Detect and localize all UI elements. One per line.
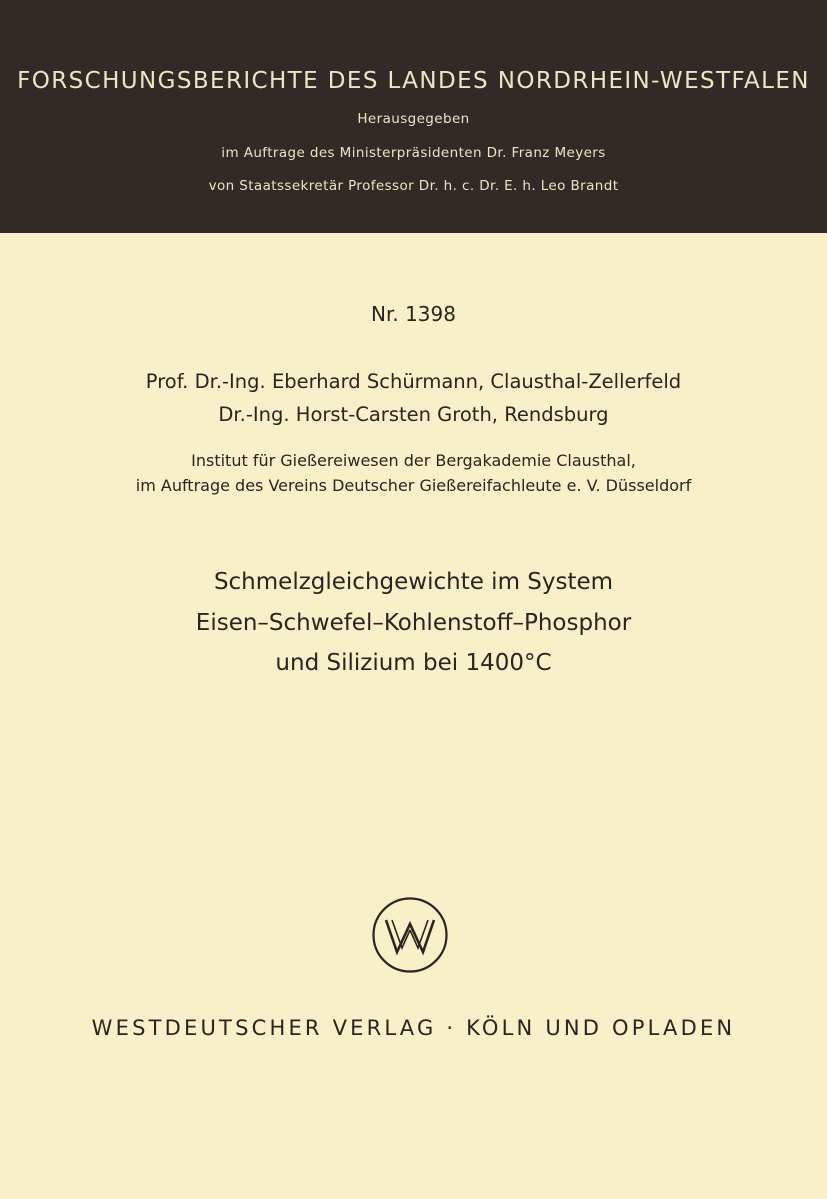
editor-line-1: Herausgegeben — [357, 111, 470, 127]
book-title-line-1: Schmelzgleichgewichte im System — [213, 569, 614, 595]
series-title: FORSCHUNGSBERICHTE DES LANDES NORDRHEIN-WESTFALEN — [17, 68, 810, 94]
institution-line-1: Institut für Gießereiwesen der Bergakademie Clausthal, — [191, 451, 636, 470]
editor-line-2: im Auftrage des Ministerpräsidenten Dr. Franz Meyers — [221, 145, 606, 161]
report-number: Nr. 1398 — [371, 302, 456, 326]
book-title-line-2: Eisen–Schwefel–Kohlenstoff–Phosphor — [195, 610, 632, 636]
publisher-logo-icon — [371, 896, 449, 974]
author-2: Dr.-Ing. Horst-Carsten Groth, Rendsburg — [218, 403, 609, 426]
book-title-line-3: und Silizium bei 1400°C — [275, 650, 552, 676]
series-header — [0, 0, 827, 233]
editor-line-3: von Staatssekretär Professor Dr. h. c. Dr. E. h. Leo Brandt — [208, 178, 619, 194]
institution-line-2: im Auftrage des Vereins Deutscher Gießereifachleute e. V. Düsseldorf — [135, 476, 692, 495]
publisher-name: WESTDEUTSCHER VERLAG · KÖLN UND OPLADEN — [91, 1016, 736, 1040]
author-1: Prof. Dr.-Ing. Eberhard Schürmann, Clausthal-Zellerfeld — [145, 370, 682, 393]
